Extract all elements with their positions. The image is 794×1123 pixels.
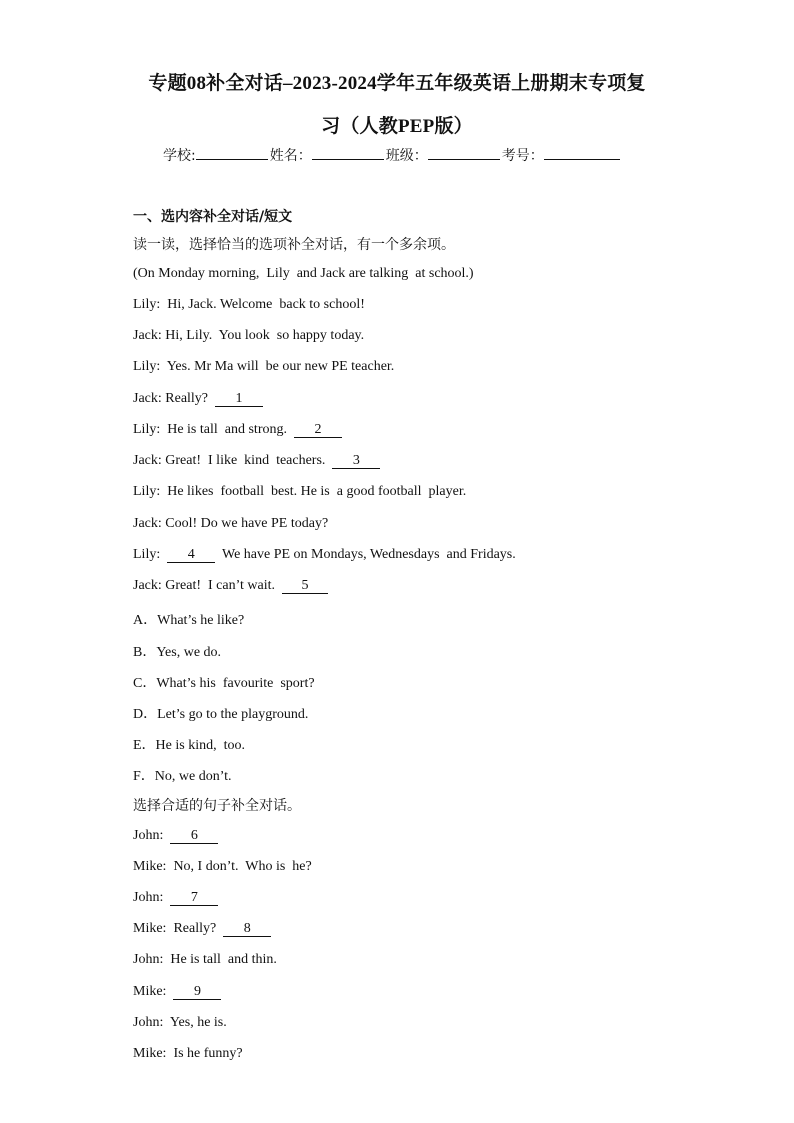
exam-number-blank[interactable] — [544, 146, 620, 160]
answer-blank-1[interactable]: 1 — [215, 392, 263, 407]
dialogue-text: John: — [133, 828, 171, 843]
dialogue-text-after: We have PE on Mondays, Wednesdays and Fridays. — [215, 547, 516, 562]
name-blank[interactable] — [312, 146, 384, 160]
dialogue-text: Lily: Yes. Mr Ma will be our new PE teacher. — [133, 359, 395, 374]
dialogue-line — [133, 453, 380, 469]
dialogue-text: Jack: Cool! Do we have PE today? — [133, 516, 329, 531]
instruction-part2: 选择合适的句子补全对话。 — [133, 798, 301, 814]
dialogue-line — [133, 422, 342, 438]
option-item: B．Yes, we do. — [133, 645, 222, 660]
dialogue-line — [133, 890, 218, 906]
dialogue-line — [133, 359, 394, 375]
dialogue-text: Lily: He is tall and strong. — [133, 422, 294, 437]
dialogue-text: Jack: Great! I can’t wait. — [133, 578, 283, 593]
school-label: 学校: — [163, 148, 196, 164]
dialogue-line — [133, 578, 328, 594]
dialogue-text: Lily: — [133, 547, 168, 562]
option-item: E．He is kind, too. — [133, 738, 245, 753]
answer-blank-9[interactable]: 9 — [173, 985, 221, 1000]
dialogue-text: Jack: Great! I like kind teachers. — [133, 453, 333, 468]
dialogue-line — [133, 859, 312, 875]
answer-blank-7[interactable]: 7 — [170, 891, 218, 906]
dialogue-text: Jack: Really? — [133, 391, 216, 406]
class-blank[interactable] — [428, 146, 500, 160]
dialogue-text: Lily: He likes football best. He is a good football player. — [133, 484, 467, 499]
section-heading: 一、选内容补全对话/短文 — [133, 209, 293, 225]
dialogue-line — [133, 391, 263, 407]
dialogue-text: John: He is tall and thin. — [133, 952, 277, 967]
answer-blank-4[interactable]: 4 — [167, 548, 215, 563]
page-title-line1: 专题08补全对话–2023-2024学年五年级英语上册期末专项复 — [148, 73, 646, 94]
dialogue-line — [133, 1046, 243, 1062]
answer-blank-2[interactable]: 2 — [294, 423, 342, 438]
student-info-row — [163, 145, 622, 165]
page-title-line2: 习（人教PEP版） — [321, 116, 473, 137]
dialogue-line — [133, 828, 218, 844]
answer-blank-5[interactable]: 5 — [282, 579, 328, 594]
option-item: A．What’s he like? — [133, 613, 245, 628]
dialogue-text: John: Yes, he is. — [133, 1015, 227, 1030]
dialogue-text: Mike: Really? — [133, 921, 224, 936]
answer-blank-6[interactable]: 6 — [170, 829, 218, 844]
dialogue-line — [133, 547, 516, 563]
dialogue-text: Mike: — [133, 984, 174, 999]
exam-number-label: 考号： — [501, 148, 544, 164]
dialogue-line — [133, 984, 221, 1000]
school-blank[interactable] — [196, 146, 268, 160]
dialogue-context: (On Monday morning, Lily and Jack are talking at school.) — [133, 266, 474, 281]
option-item: C．What’s his favourite sport? — [133, 676, 315, 691]
dialogue-line — [133, 516, 328, 532]
answer-blank-3[interactable]: 3 — [332, 454, 380, 469]
option-item: F．No, we don’t. — [133, 769, 232, 784]
dialogue-text: Mike: No, I don’t. Who is he? — [133, 859, 312, 874]
dialogue-line — [133, 297, 365, 313]
dialogue-line — [133, 921, 271, 937]
dialogue-text: Jack: Hi, Lily. You look so happy today. — [133, 328, 365, 343]
instruction-part1: 读一读，选择恰当的选项补全对话，有一个多余项。 — [133, 237, 455, 253]
dialogue-line — [133, 952, 277, 968]
dialogue-text: John: — [133, 890, 171, 905]
dialogue-line — [133, 484, 466, 500]
dialogue-text: Lily: Hi, Jack. Welcome back to school! — [133, 297, 365, 312]
dialogue-text: Mike: Is he funny? — [133, 1046, 243, 1061]
dialogue-line — [133, 1015, 227, 1031]
class-label: 班级： — [385, 148, 428, 164]
name-label: 姓名： — [269, 148, 312, 164]
option-item: D．Let’s go to the playground. — [133, 707, 309, 722]
dialogue-line — [133, 328, 364, 344]
answer-blank-8[interactable]: 8 — [223, 922, 271, 937]
